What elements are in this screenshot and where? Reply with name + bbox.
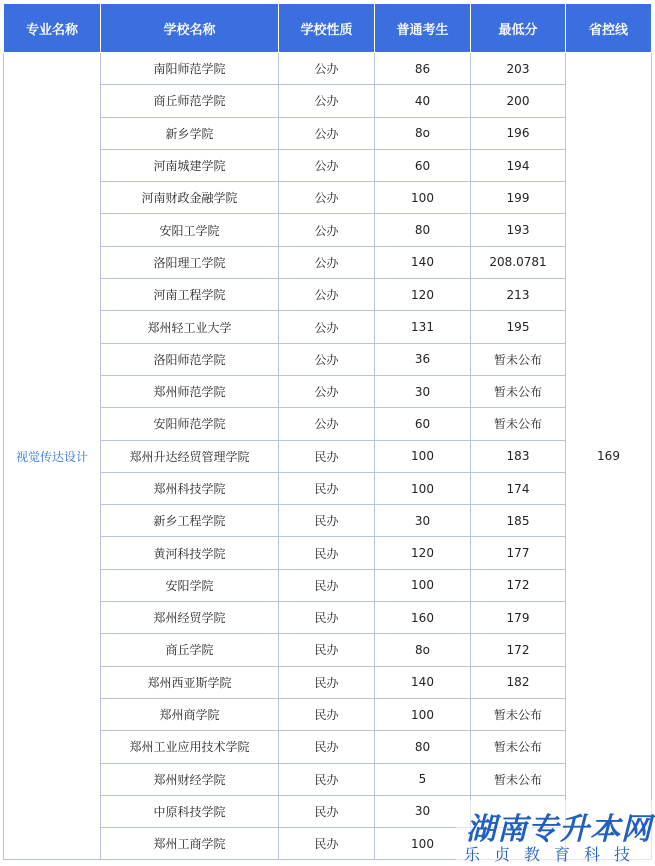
candidate-count-cell: 5	[375, 763, 471, 795]
school-type-cell: 民办	[279, 763, 375, 795]
school-name-cell: 河南工程学院	[101, 279, 279, 311]
school-name-cell: 郑州轻工业大学	[101, 311, 279, 343]
candidate-count-cell: 160	[375, 602, 471, 634]
school-type-cell: 民办	[279, 698, 375, 730]
candidate-count-cell: 36	[375, 343, 471, 375]
table-row	[4, 85, 652, 117]
min-score-cell: 194	[471, 149, 566, 181]
school-type-cell: 民办	[279, 666, 375, 698]
school-name-cell: 郑州师范学院	[101, 375, 279, 407]
candidate-count-cell: 100	[375, 698, 471, 730]
school-type-cell: 公办	[279, 311, 375, 343]
min-score-cell: 203	[471, 53, 566, 85]
min-score-cell: 183	[471, 440, 566, 472]
header-major: 专业名称	[4, 4, 101, 53]
table-row	[4, 117, 652, 149]
header-min-score: 最低分	[471, 4, 566, 53]
school-name-cell: 洛阳理工学院	[101, 246, 279, 278]
candidate-count-cell: 100	[375, 440, 471, 472]
school-type-cell: 民办	[279, 472, 375, 504]
min-score-cell: 177	[471, 537, 566, 569]
school-name-cell: 河南城建学院	[101, 149, 279, 181]
candidate-count-cell: 60	[375, 408, 471, 440]
watermark-title: 湖南专升本网	[466, 812, 652, 847]
candidate-count-cell: 140	[375, 246, 471, 278]
table-row	[4, 214, 652, 246]
school-type-cell: 公办	[279, 375, 375, 407]
table-row	[4, 53, 652, 85]
candidate-count-cell: 40	[375, 85, 471, 117]
school-name-cell: 郑州升达经贸管理学院	[101, 440, 279, 472]
header-school: 学校名称	[101, 4, 279, 53]
table-row	[4, 731, 652, 763]
candidate-count-cell: 86	[375, 53, 471, 85]
table-row	[4, 375, 652, 407]
major-name-cell: 视觉传达设计	[4, 53, 101, 860]
min-score-cell: 195	[471, 311, 566, 343]
min-score-cell: 182	[471, 666, 566, 698]
school-name-cell: 新乡学院	[101, 117, 279, 149]
watermark-subtitle: 乐贞教育科技	[464, 845, 645, 864]
school-type-cell: 公办	[279, 53, 375, 85]
header-regular-candidates: 普通考生	[375, 4, 471, 53]
table-header-row	[4, 4, 652, 53]
school-name-cell: 安阳师范学院	[101, 408, 279, 440]
table-row	[4, 440, 652, 472]
table-row	[4, 149, 652, 181]
table-row	[4, 602, 652, 634]
table-row	[4, 569, 652, 601]
school-type-cell: 民办	[279, 537, 375, 569]
candidate-count-cell: 100	[375, 828, 471, 860]
table-row	[4, 763, 652, 795]
min-score-cell: 暂未公布	[471, 343, 566, 375]
school-type-cell: 民办	[279, 440, 375, 472]
min-score-cell: 208.0781	[471, 246, 566, 278]
school-name-cell: 安阳学院	[101, 569, 279, 601]
school-name-cell: 新乡工程学院	[101, 505, 279, 537]
school-type-cell: 民办	[279, 602, 375, 634]
school-type-cell: 公办	[279, 246, 375, 278]
candidate-count-cell: 30	[375, 375, 471, 407]
table-row	[4, 634, 652, 666]
candidate-count-cell: 120	[375, 537, 471, 569]
min-score-cell: 暂未公布	[471, 731, 566, 763]
candidate-count-cell: 131	[375, 311, 471, 343]
min-score-cell: 193	[471, 214, 566, 246]
candidate-count-cell: 100	[375, 182, 471, 214]
school-name-cell: 郑州商学院	[101, 698, 279, 730]
min-score-cell: 172	[471, 634, 566, 666]
school-name-cell: 中原科技学院	[101, 795, 279, 827]
school-name-cell: 郑州财经学院	[101, 763, 279, 795]
candidate-count-cell: 80	[375, 214, 471, 246]
school-name-cell: 安阳工学院	[101, 214, 279, 246]
school-name-cell: 商丘学院	[101, 634, 279, 666]
school-name-cell: 郑州工商学院	[101, 828, 279, 860]
table-row	[4, 182, 652, 214]
min-score-cell: 174	[471, 472, 566, 504]
candidate-count-cell: 140	[375, 666, 471, 698]
min-score-cell: 196	[471, 117, 566, 149]
school-type-cell: 公办	[279, 182, 375, 214]
min-score-cell: 暂未公布	[471, 408, 566, 440]
candidate-count-cell: 100	[375, 472, 471, 504]
min-score-cell: 200	[471, 85, 566, 117]
header-school-type: 学校性质	[279, 4, 375, 53]
school-type-cell: 民办	[279, 569, 375, 601]
min-score-cell: 暂未公布	[471, 375, 566, 407]
school-name-cell: 河南财政金融学院	[101, 182, 279, 214]
school-type-cell: 民办	[279, 634, 375, 666]
candidate-count-cell: 100	[375, 569, 471, 601]
table-row	[4, 666, 652, 698]
control-line-cell: 169	[566, 53, 652, 860]
candidate-count-cell: 30	[375, 795, 471, 827]
table-row	[4, 408, 652, 440]
table-row	[4, 505, 652, 537]
school-type-cell: 公办	[279, 117, 375, 149]
table-row	[4, 537, 652, 569]
school-type-cell: 公办	[279, 85, 375, 117]
school-type-cell: 民办	[279, 731, 375, 763]
candidate-count-cell: 8o	[375, 117, 471, 149]
table-row	[4, 343, 652, 375]
candidate-count-cell: 30	[375, 505, 471, 537]
min-score-cell: 暂未公布	[471, 698, 566, 730]
table-row	[4, 279, 652, 311]
school-name-cell: 黄河科技学院	[101, 537, 279, 569]
school-name-cell: 南阳师范学院	[101, 53, 279, 85]
min-score-cell: 暂未公布	[471, 763, 566, 795]
watermark-logo	[456, 800, 652, 866]
min-score-cell: 199	[471, 182, 566, 214]
school-type-cell: 民办	[279, 505, 375, 537]
candidate-count-cell: 8o	[375, 634, 471, 666]
school-name-cell: 洛阳师范学院	[101, 343, 279, 375]
admission-table	[3, 3, 652, 860]
header-control-line: 省控线	[566, 4, 652, 53]
table-row	[4, 311, 652, 343]
school-name-cell: 商丘师范学院	[101, 85, 279, 117]
school-name-cell: 郑州工业应用技术学院	[101, 731, 279, 763]
school-name-cell: 郑州西亚斯学院	[101, 666, 279, 698]
school-type-cell: 民办	[279, 795, 375, 827]
min-score-cell: 172	[471, 569, 566, 601]
candidate-count-cell: 80	[375, 731, 471, 763]
school-type-cell: 公办	[279, 279, 375, 311]
school-name-cell: 郑州科技学院	[101, 472, 279, 504]
school-type-cell: 公办	[279, 408, 375, 440]
school-type-cell: 民办	[279, 828, 375, 860]
school-type-cell: 公办	[279, 343, 375, 375]
school-type-cell: 公办	[279, 149, 375, 181]
min-score-cell: 185	[471, 505, 566, 537]
table-body	[4, 53, 652, 860]
school-name-cell: 郑州经贸学院	[101, 602, 279, 634]
table-row	[4, 698, 652, 730]
candidate-count-cell: 60	[375, 149, 471, 181]
table-row	[4, 472, 652, 504]
min-score-cell: 213	[471, 279, 566, 311]
min-score-cell: 179	[471, 602, 566, 634]
school-type-cell: 公办	[279, 214, 375, 246]
table-row	[4, 246, 652, 278]
candidate-count-cell: 120	[375, 279, 471, 311]
